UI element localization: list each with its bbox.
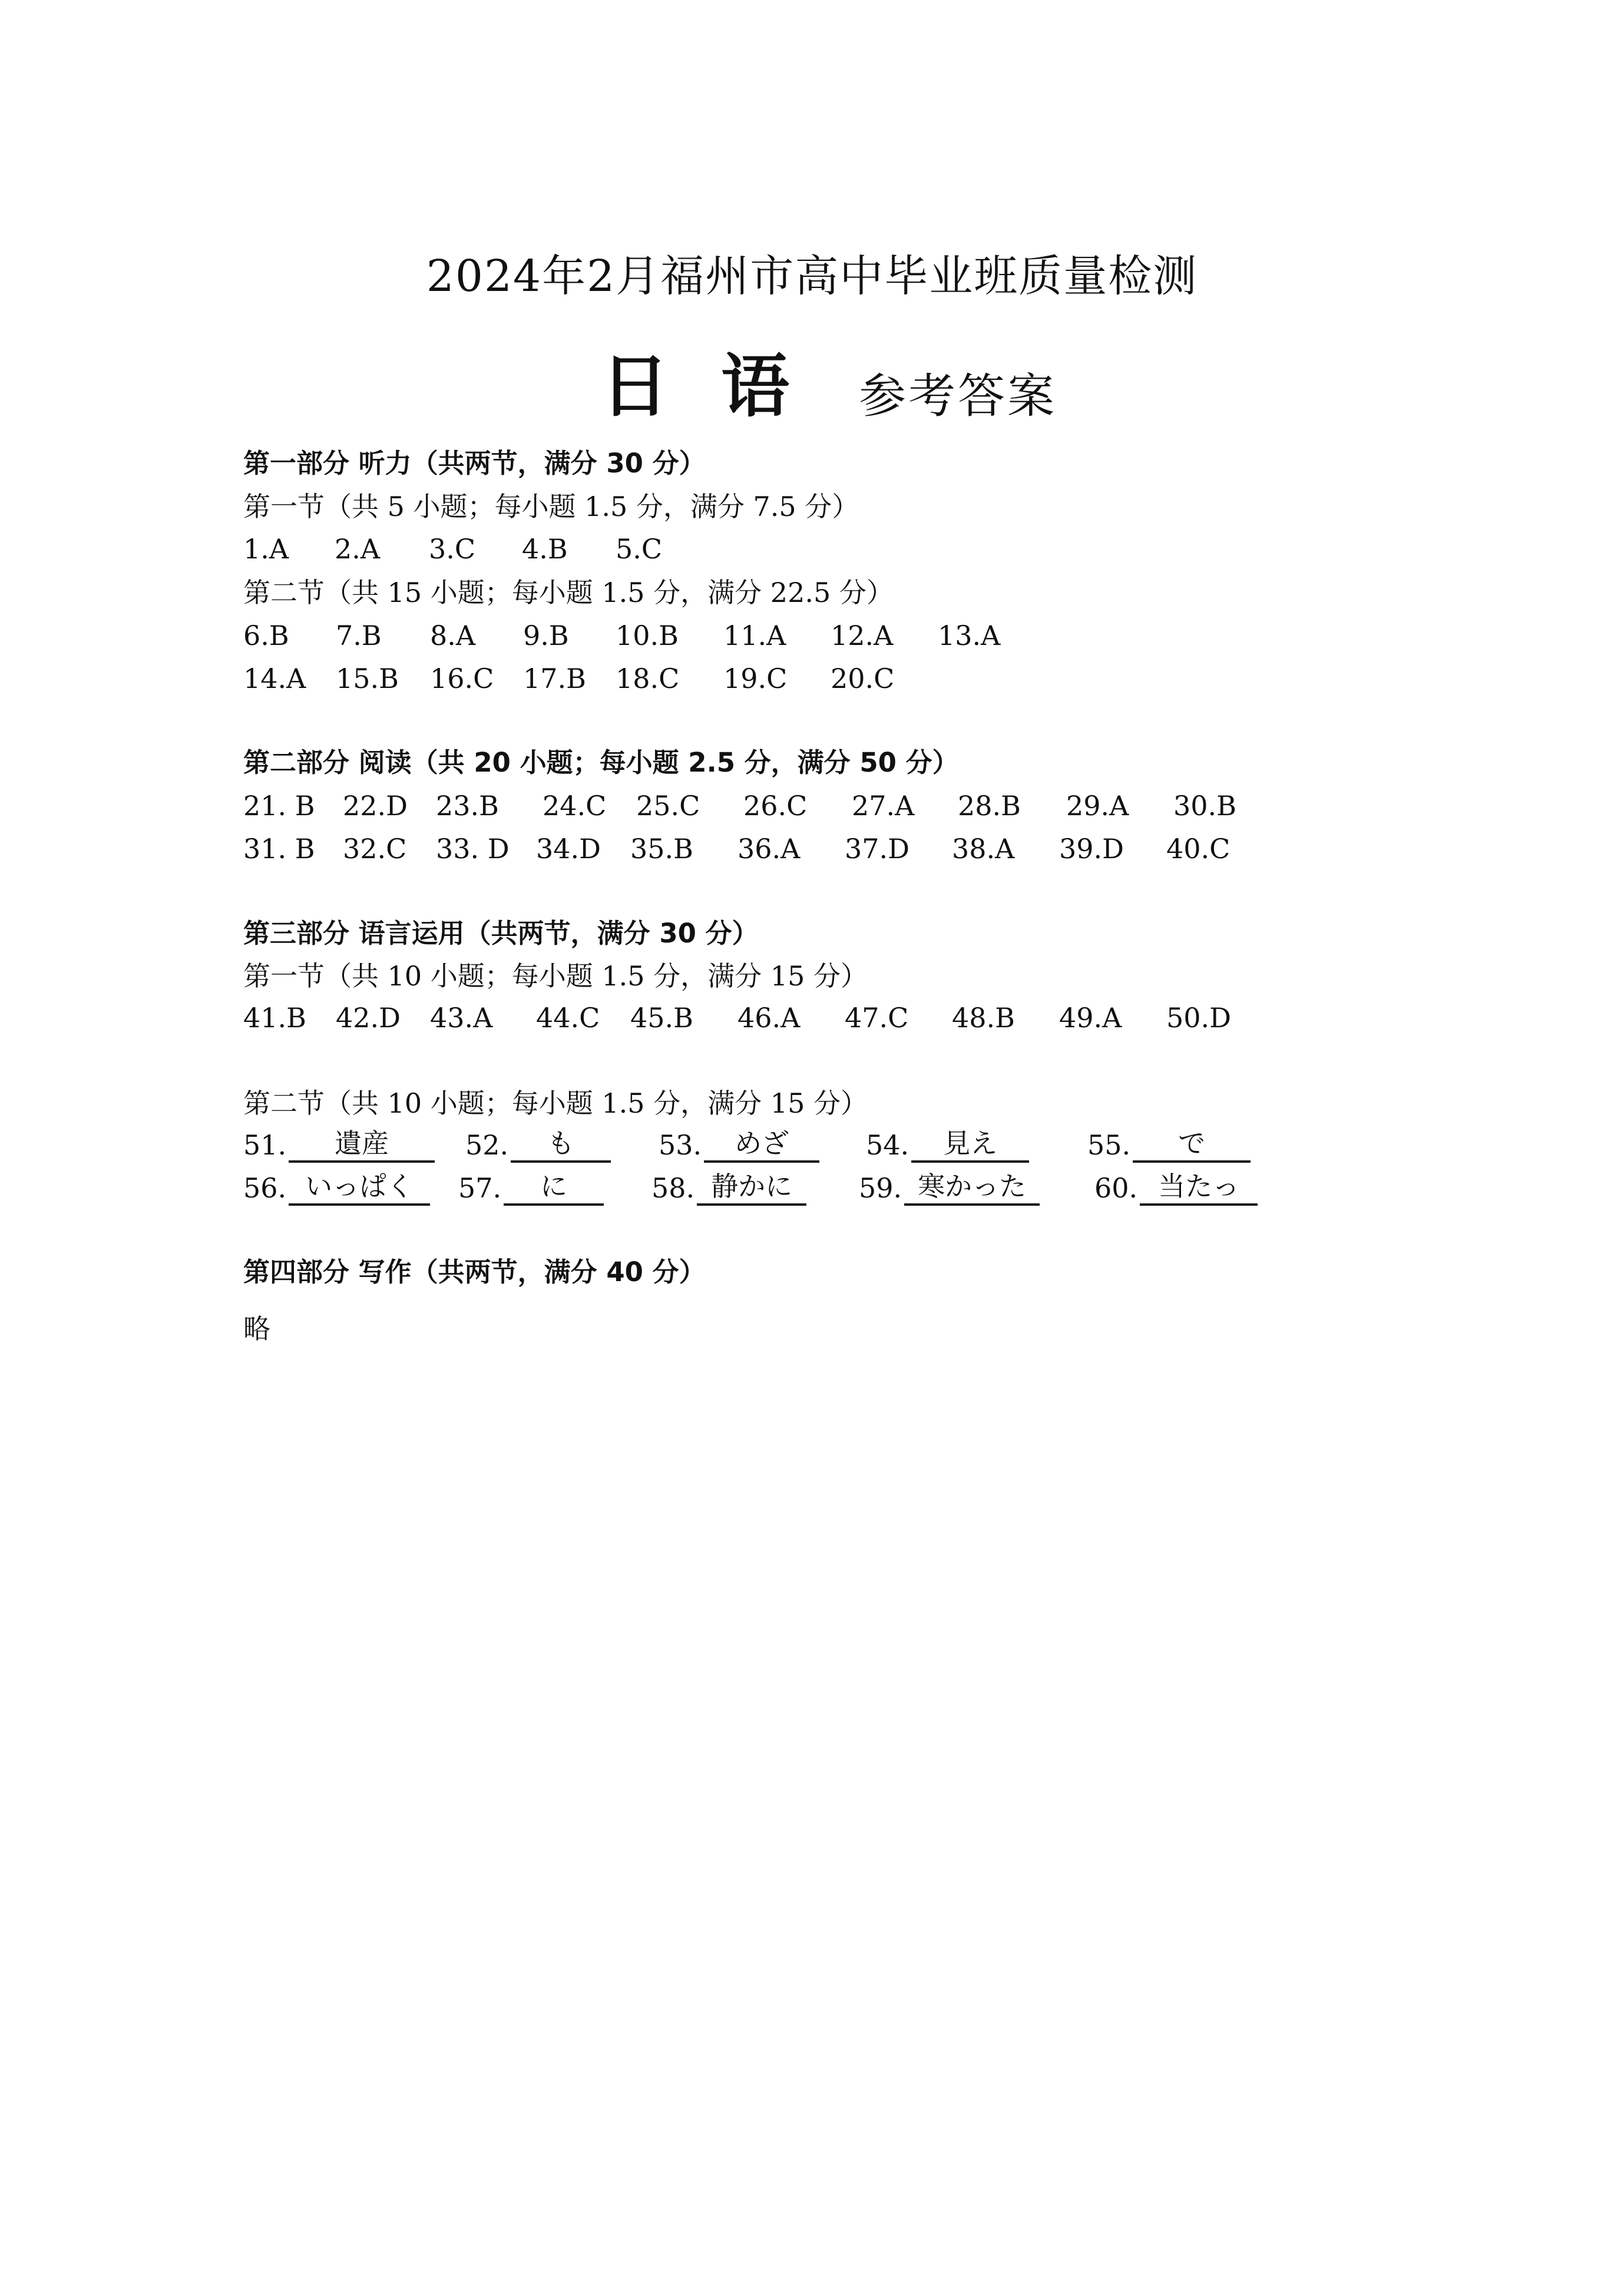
answer-item: 26.C xyxy=(743,790,808,822)
fill-answer: 遺産 xyxy=(289,1127,435,1163)
fill-answer: いっぱく xyxy=(289,1170,430,1206)
answer-item: 42.D xyxy=(336,1002,401,1034)
document-title: 2024年2月福州市高中毕业班质量检测 xyxy=(426,251,1198,302)
answer-item: 34.D xyxy=(536,833,601,865)
fill-number: 54. xyxy=(866,1129,909,1161)
answer-item: 24.C xyxy=(543,790,607,822)
answer-item: 10.B xyxy=(616,620,679,651)
answer-item: 40.C xyxy=(1166,833,1231,865)
answer-item: 19.C xyxy=(723,663,788,694)
fill-item xyxy=(243,1127,435,1163)
answer-item: 14.A xyxy=(243,663,306,694)
fill-answer: 当たっ xyxy=(1140,1170,1258,1206)
fill-number: 57. xyxy=(458,1172,502,1204)
answer-item: 20.C xyxy=(831,663,895,694)
subject-title: 日语 xyxy=(601,347,841,426)
answer-item: 7.B xyxy=(336,620,382,651)
answer-item: 27.A xyxy=(852,790,915,822)
answer-item: 47.C xyxy=(845,1002,909,1034)
answer-item: 31. B xyxy=(243,833,315,865)
answer-item: 41.B xyxy=(243,1002,306,1034)
answer-item: 8.A xyxy=(430,620,476,651)
answer-item: 30.B xyxy=(1173,790,1236,822)
answer-item: 16.C xyxy=(430,663,494,694)
answer-item: 36.A xyxy=(737,833,801,865)
fill-item xyxy=(659,1127,819,1163)
fill-number: 55. xyxy=(1087,1129,1131,1161)
fill-item xyxy=(243,1170,430,1206)
answer-item: 50.D xyxy=(1166,1002,1232,1034)
fill-item xyxy=(465,1127,611,1163)
part3-section1-heading: 第一节（共 10 小题；每小题 1.5 分，满分 15 分） xyxy=(243,960,868,992)
answer-item: 38.A xyxy=(952,833,1015,865)
fill-answer: に xyxy=(504,1170,604,1206)
answer-item: 48.B xyxy=(952,1002,1015,1034)
answer-item: 21. B xyxy=(243,790,315,822)
fill-number: 60. xyxy=(1094,1172,1138,1204)
fill-answer: で xyxy=(1133,1127,1251,1163)
part1-section2-heading: 第二节（共 15 小题；每小题 1.5 分，满分 22.5 分） xyxy=(243,577,894,608)
answer-item: 3.C xyxy=(429,533,476,565)
answer-item: 9.B xyxy=(523,620,569,651)
fill-answer: 見え xyxy=(911,1127,1029,1163)
answer-item: 39.D xyxy=(1059,833,1124,865)
part1-heading: 第一部分 听力（共两节，满分 30 分） xyxy=(243,448,706,479)
answer-item: 17.B xyxy=(523,663,586,694)
answer-item: 49.A xyxy=(1059,1002,1122,1034)
answer-item: 33. D xyxy=(436,833,510,865)
answer-item: 6.B xyxy=(243,620,289,651)
answer-item: 32.C xyxy=(343,833,407,865)
part3-heading: 第三部分 语言运用（共两节，满分 30 分） xyxy=(243,918,759,949)
answer-item: 25.C xyxy=(636,790,700,822)
answer-item: 5.C xyxy=(616,533,663,565)
part4-content: 略 xyxy=(243,1313,270,1345)
fill-number: 56. xyxy=(243,1172,287,1204)
part1-section1-heading: 第一节（共 5 小题；每小题 1.5 分，满分 7.5 分） xyxy=(243,491,859,522)
fill-item xyxy=(651,1170,806,1206)
part3-section2-heading: 第二节（共 10 小题；每小题 1.5 分，满分 15 分） xyxy=(243,1087,868,1119)
fill-number: 53. xyxy=(659,1129,702,1161)
part4-heading: 第四部分 写作（共两节，满分 40 分） xyxy=(243,1256,706,1288)
answer-item: 46.A xyxy=(737,1002,801,1034)
fill-item xyxy=(859,1170,1040,1206)
fill-item xyxy=(458,1170,604,1206)
answer-item: 18.C xyxy=(616,663,680,694)
answer-item: 45.B xyxy=(630,1002,693,1034)
fill-item xyxy=(1094,1170,1258,1206)
fill-number: 59. xyxy=(859,1172,902,1204)
part2-heading: 第二部分 阅读（共 20 小题；每小题 2.5 分，满分 50 分） xyxy=(243,747,959,778)
answer-item: 22.D xyxy=(343,790,408,822)
answer-item: 2.A xyxy=(335,533,381,565)
answer-item: 4.B xyxy=(522,533,568,565)
answer-item: 13.A xyxy=(938,620,1001,651)
answer-item: 15.B xyxy=(336,663,399,694)
answer-item: 11.A xyxy=(723,620,786,651)
fill-number: 58. xyxy=(651,1172,695,1204)
subject-subtitle: 参考答案 xyxy=(859,369,1057,424)
answer-item: 43.A xyxy=(430,1002,493,1034)
fill-number: 51. xyxy=(243,1129,287,1161)
answer-item: 28.B xyxy=(958,790,1021,822)
fill-answer: 静かに xyxy=(697,1170,806,1206)
fill-answer: 寒かった xyxy=(904,1170,1040,1206)
fill-answer: めざ xyxy=(704,1127,819,1163)
fill-number: 52. xyxy=(465,1129,509,1161)
fill-item xyxy=(866,1127,1029,1163)
answer-item: 12.A xyxy=(831,620,894,651)
answer-item: 37.D xyxy=(845,833,910,865)
subject-line xyxy=(601,345,1057,426)
answer-item: 1.A xyxy=(243,533,289,565)
fill-item xyxy=(1087,1127,1251,1163)
answer-item: 44.C xyxy=(536,1002,600,1034)
fill-answer: も xyxy=(511,1127,611,1163)
answer-item: 35.B xyxy=(630,833,693,865)
answer-item: 23.B xyxy=(436,790,499,822)
answer-item: 29.A xyxy=(1066,790,1129,822)
